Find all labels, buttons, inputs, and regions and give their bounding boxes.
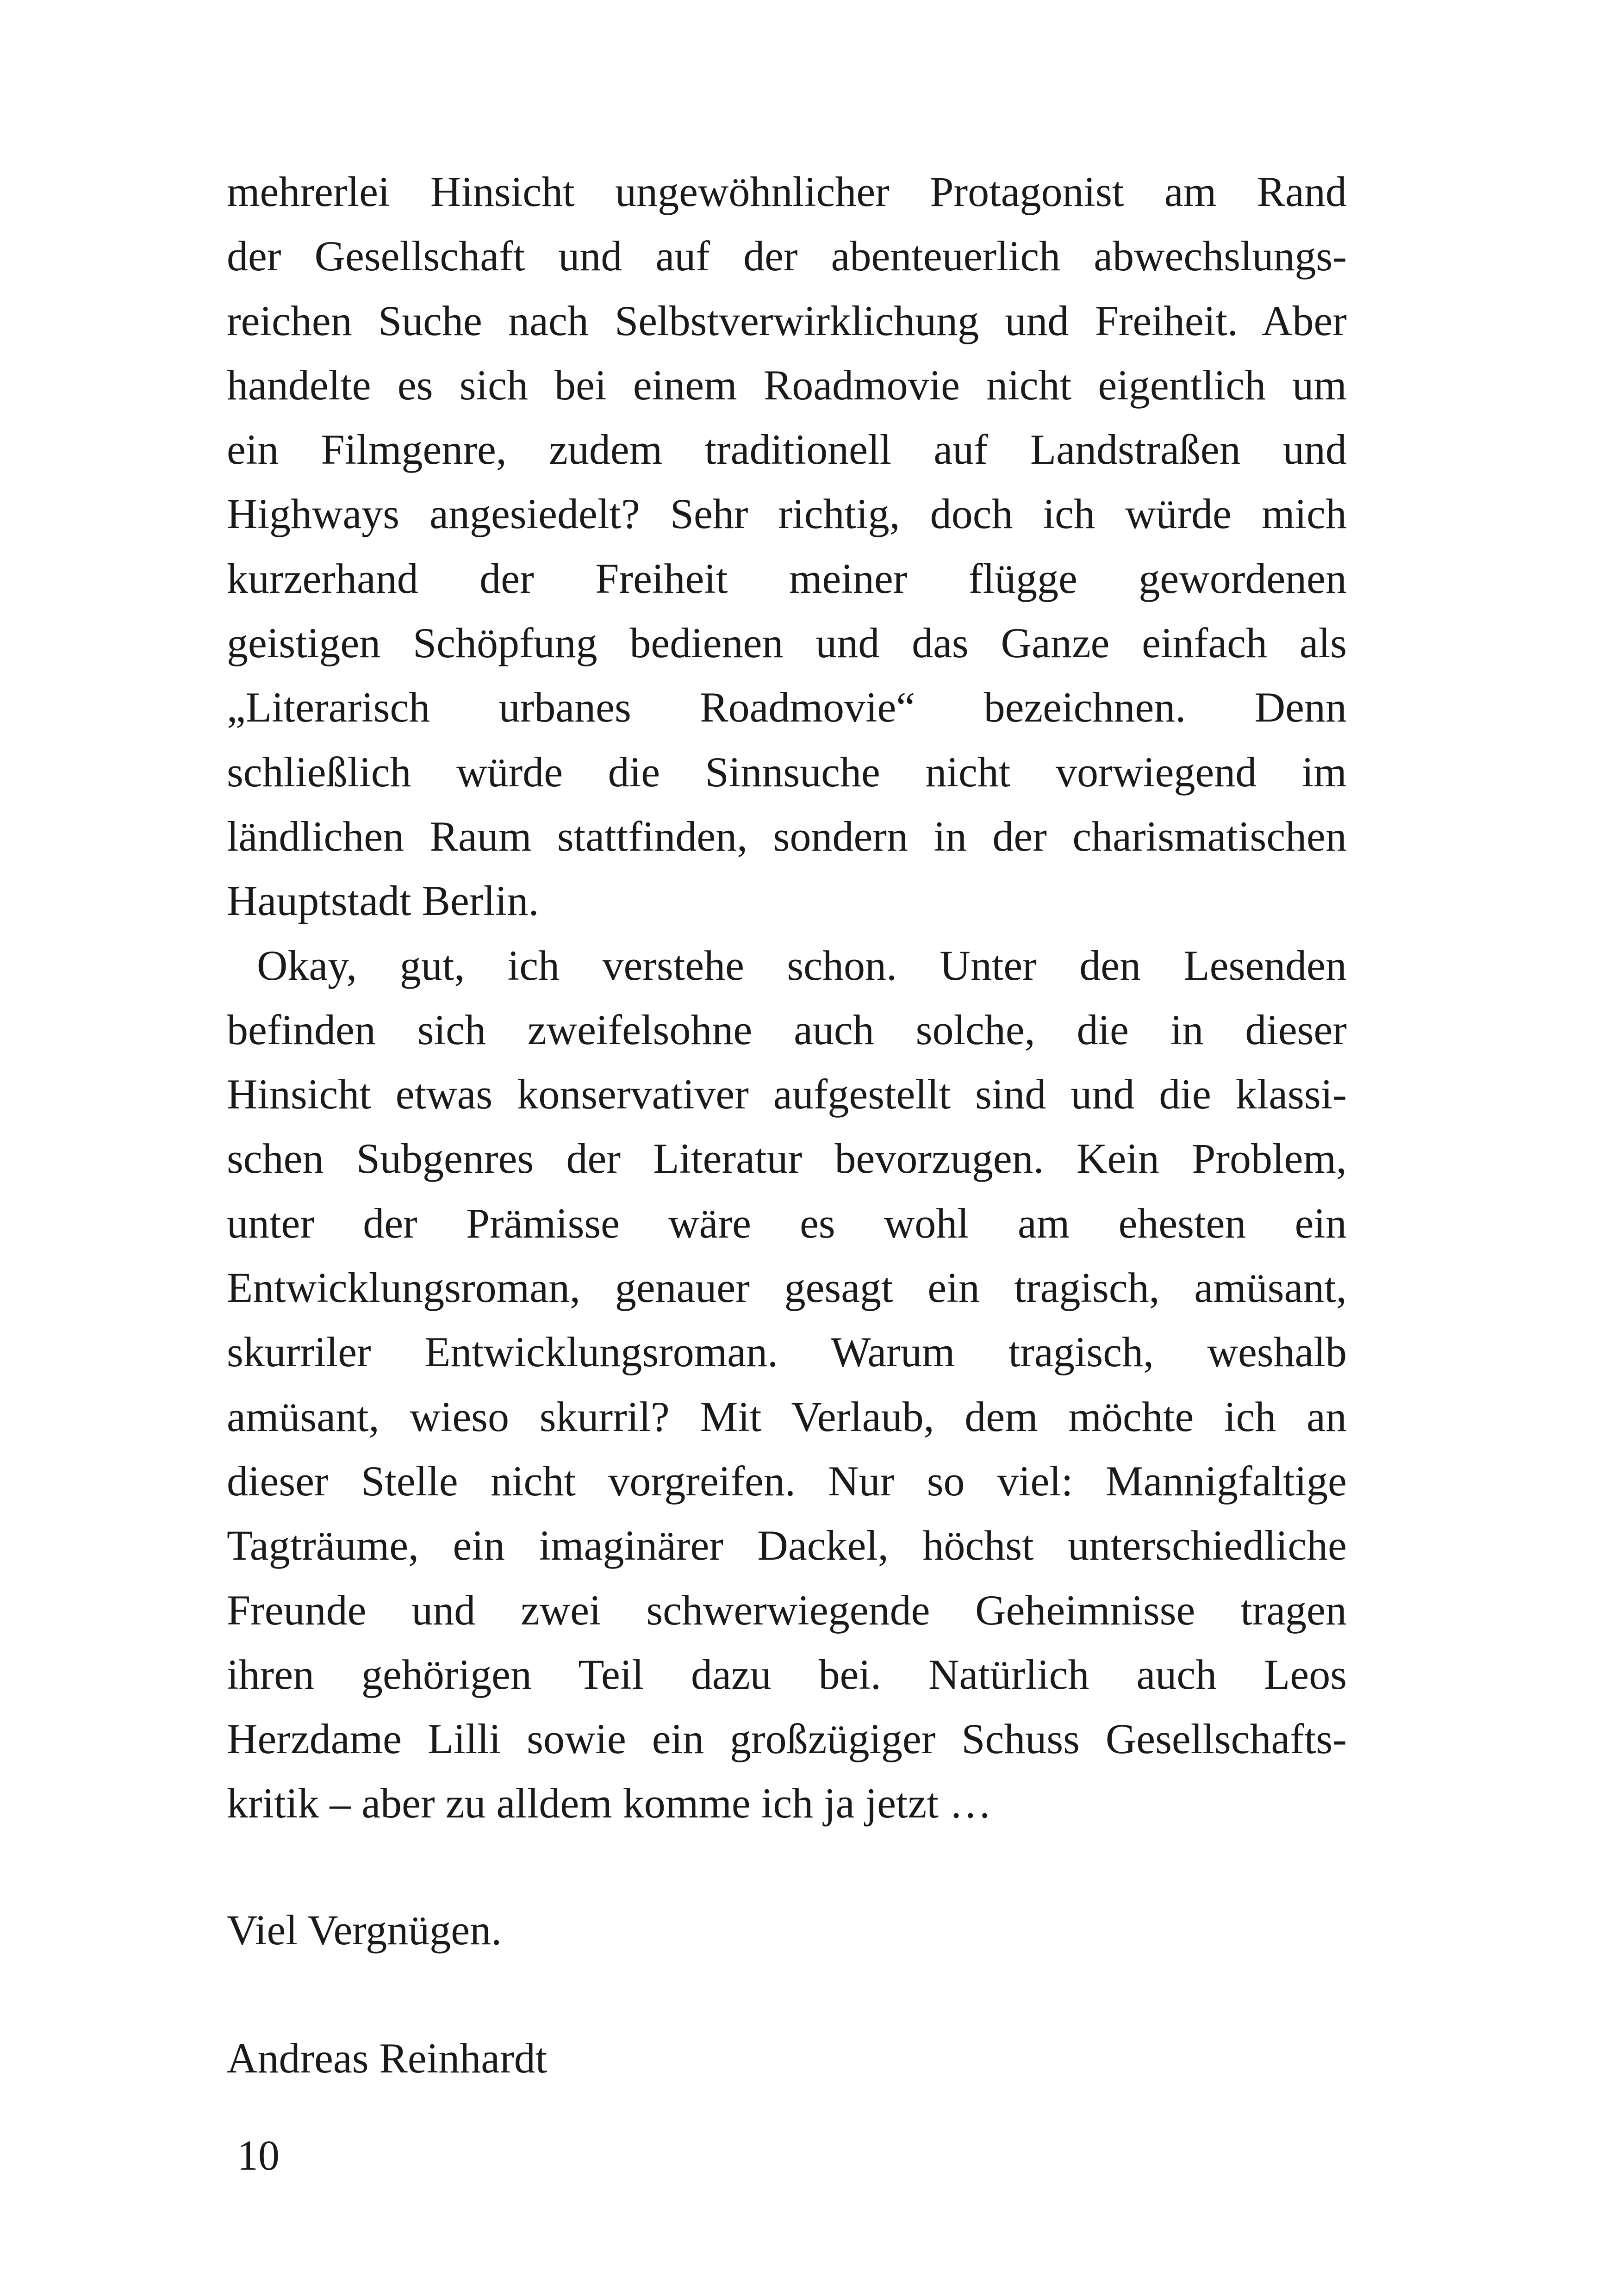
text-line: Okay, gut, ich verstehe schon. Unter den Lesenden: [257, 941, 1347, 989]
text-line: skurriler Entwicklungsroman. Warum tragisch, weshalb: [227, 1328, 1347, 1376]
text-line: unter der Prämisse wäre es wohl am ehesten ein: [227, 1199, 1347, 1247]
author-signature: Andreas Reinhardt: [227, 2035, 548, 2082]
text-line: Herzdame Lilli sowie ein großzügiger Schuss Gesellschafts-: [227, 1715, 1347, 1763]
text-line: reichen Suche nach Selbstverwirklichung und Freiheit. Aber: [227, 297, 1347, 344]
text-line: schließlich würde die Sinnsuche nicht vorwiegend im: [227, 748, 1347, 796]
text-line: geistigen Schöpfung bedienen und das Ganze einfach als: [227, 619, 1347, 667]
text-line: Entwicklungsroman, genauer gesagt ein tragisch, amüsant,: [227, 1264, 1347, 1312]
text-line: Tagträume, ein imaginärer Dackel, höchst unterschiedliche: [227, 1522, 1347, 1569]
text-line: „Literarisch urbanes Roadmovie“ bezeichnen. Denn: [227, 684, 1347, 731]
text-line: Highways angesiedelt? Sehr richtig, doch ich würde mich: [227, 490, 1347, 538]
text-line: der Gesellschaft und auf der abenteuerlich abwechslungs-: [227, 232, 1347, 280]
closing-greeting: Viel Vergnügen.: [227, 1906, 502, 1954]
body-text: [227, 160, 1347, 1836]
text-line: befinden sich zweifelsohne auch solche, die in dieser: [227, 1006, 1347, 1053]
text-line: dieser Stelle nicht vorgreifen. Nur so viel: Mannigfaltige: [227, 1457, 1347, 1505]
text-line: ländlichen Raum stattfinden, sondern in der charismatischen: [227, 812, 1347, 860]
text-line: handelte es sich bei einem Roadmovie nicht eigentlich um: [227, 361, 1347, 409]
text-line: Hauptstadt Berlin.: [227, 877, 539, 925]
text-line: mehrerlei Hinsicht ungewöhnlicher Protagonist am Rand: [227, 168, 1347, 215]
text-line: amüsant, wieso skurril? Mit Verlaub, dem möchte ich an: [227, 1393, 1347, 1440]
text-line: ein Filmgenre, zudem traditionell auf Landstraßen und: [227, 426, 1347, 473]
text-line: kritik – aber zu alldem komme ich ja jetzt …: [227, 1780, 992, 1827]
text-line: schen Subgenres der Literatur bevorzugen. Kein Problem,: [227, 1135, 1347, 1182]
text-line: ihren gehörigen Teil dazu bei. Natürlich auch Leos: [227, 1650, 1347, 1698]
text-line: Hinsicht etwas konservativer aufgestellt sind und die klassi-: [227, 1070, 1347, 1118]
text-line: Freunde und zwei schwerwiegende Geheimnisse tragen: [227, 1586, 1347, 1634]
text-line: kurzerhand der Freiheit meiner flügge gewordenen: [227, 554, 1347, 602]
page-number: 10: [237, 2132, 280, 2179]
